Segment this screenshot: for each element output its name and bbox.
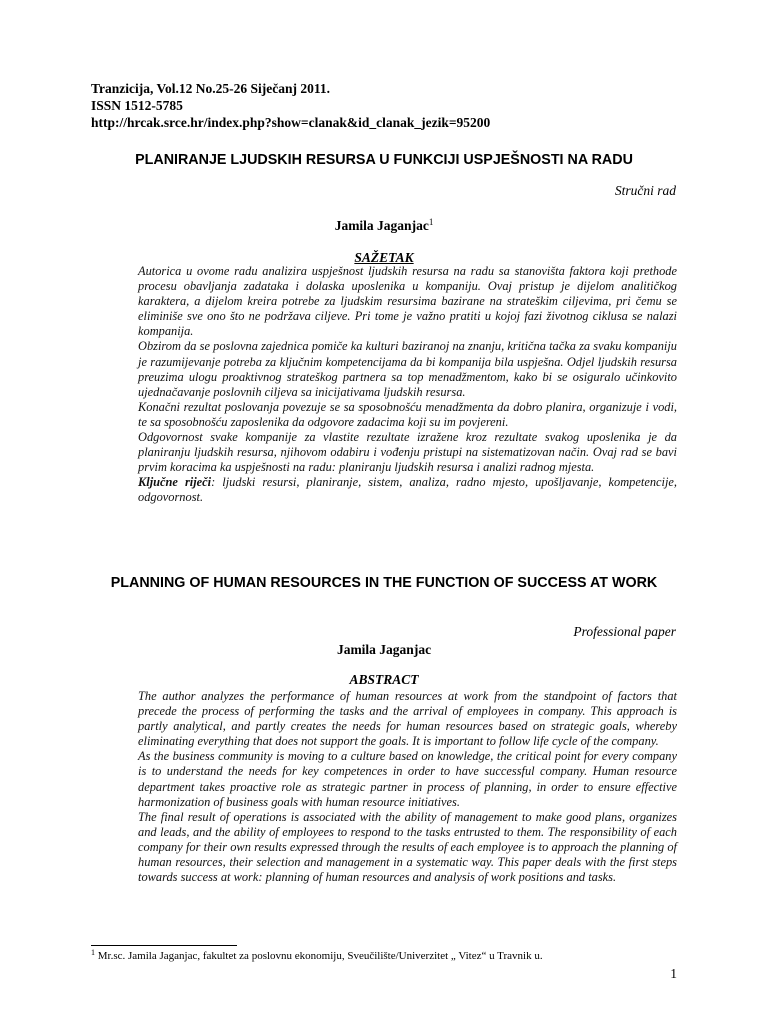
footnote-text: Mr.sc. Jamila Jaganjac, fakultet za poslovnu ekonomiju, Sveučilište/Univerzitet „ Vitez“ u Travnik u. [95,950,543,962]
abstract-paragraph: As the business community is moving to a culture based on knowledge, the critical point for every company is to understand the needs for key competences in order to have successful company. Human resource department takes proactive role as strategic partner in process of planning, in order to ensure effective harmonization of business goals with human resource initiatives. [138,749,677,809]
footnote-divider [91,945,237,946]
abstract-paragraph: Obzirom da se poslovna zajednica pomiče ka kulturi baziranoj na znanju, kritična tačka za svaku kompaniju je razumijevanje potreba za ključnim kompetencijama da bi kompanija bila uspješna. Odjel ljudskih resursa preuzima ulogu proaktivnog strateškog partnera sa top menadžmentom, kako bi se osiguralo učinkovito ujednačavanje poslovnih ciljeva sa inicijativama ljudskih resursa. [138,339,677,399]
journal-info [91,80,691,131]
author-name: Jamila Jaganjac [334,218,429,233]
heading-abstract: ABSTRACT [349,672,419,687]
journal-issn: ISSN 1512-5785 [91,98,183,113]
footnote [91,948,543,962]
abstract-english [138,689,677,885]
paper-type-english: Professional paper [573,624,676,639]
paper-type-croatian: Stručni rad [614,183,676,198]
heading-sazetak: SAŽETAK [354,250,414,265]
author-croatian [91,217,677,234]
keywords-label: Ključne riječi [138,475,212,490]
abstract-paragraph: Konačni rezultat poslovanja povezuje se sa sposobnošću menadžmenta da dobro planira, organizuje i vodi, te sa sposobnošću zaposlenika da odgovore zadacima koji su im povjereni. [138,399,677,429]
abstract-paragraph: The author analyzes the performance of human resources at work from the standpoint of factors that precede the process of performing the tasks and the arrival of employees in company. This approach is partly analytical, and partly creates the needs for human resources based on strategic goals, whereby eliminating everything that does not support the goals. It is important to follow life cycle of the company. [138,689,677,749]
footnote-mark: 1 [91,948,95,957]
title-english: PLANNING OF HUMAN RESOURCES IN THE FUNCTION OF SUCCESS AT WORK [110,575,658,591]
author-english: Jamila Jaganjac [336,642,432,657]
abstract-paragraph: Autorica u ovome radu analizira uspješnost ljudskih resursa na radu sa stanovišta faktora koji prethode procesu obavljanja zadataka i dolaska uposlenika u kompaniju. Ovaj pristup je dijelom analitičkog karaktera, a dijelom kreira potrebe za ljudskim resursima bazirane na strateškim ciljevima, pri čemu se eliminiše sve ono što ne podržava ciljeve. Pri tome je važno pratiti u kojoj fazi životnog ciklusa se nalazi kompanija. [138,264,677,339]
page-number: 1 [670,966,677,981]
abstract-croatian [138,264,677,506]
abstract-paragraph: The final result of operations is associated with the ability of management to make good plans, organizes and leads, and the ability of employees to respond to the tasks entrusted to them. The responsibility of each company for their own results expressed through the results of each employee is to approach the planning of human resources, their selection and management in a systematic way. This paper deals with the first steps towards success at work: planning of human resources and analysis of work positions and tasks. [138,809,677,885]
journal-url[interactable]: http://hrcak.srce.hr/index.php?show=clanak&id_clanak_jezik=95200 [91,115,491,130]
title-croatian: PLANIRANJE LJUDSKIH RESURSA U FUNKCIJI USPJEŠNOSTI NA RADU [135,152,633,168]
journal-citation: Tranzicija, Vol.12 No.25-26 Siječanj 2011. [91,81,330,96]
keywords-list: : ljudski resursi, planiranje, sistem, analiza, radno mjesto, upošljavanje, kompetencije, odgovornost. [138,475,677,505]
footnote-marker[interactable]: 1 [428,217,434,227]
keywords [138,475,677,505]
abstract-paragraph: Odgovornost svake kompanije za vlastite rezultate izražene kroz rezultate svakog uposlenika je da planiranju ljudskih resursa, njihovom odabiru i vođenju pristupi na sistematizovan način. Ovaj rad se bavi prvim koracima ka uspješnosti na radu: planiranju ljudskih resursa i analizi radnog mjesta. [138,430,677,475]
